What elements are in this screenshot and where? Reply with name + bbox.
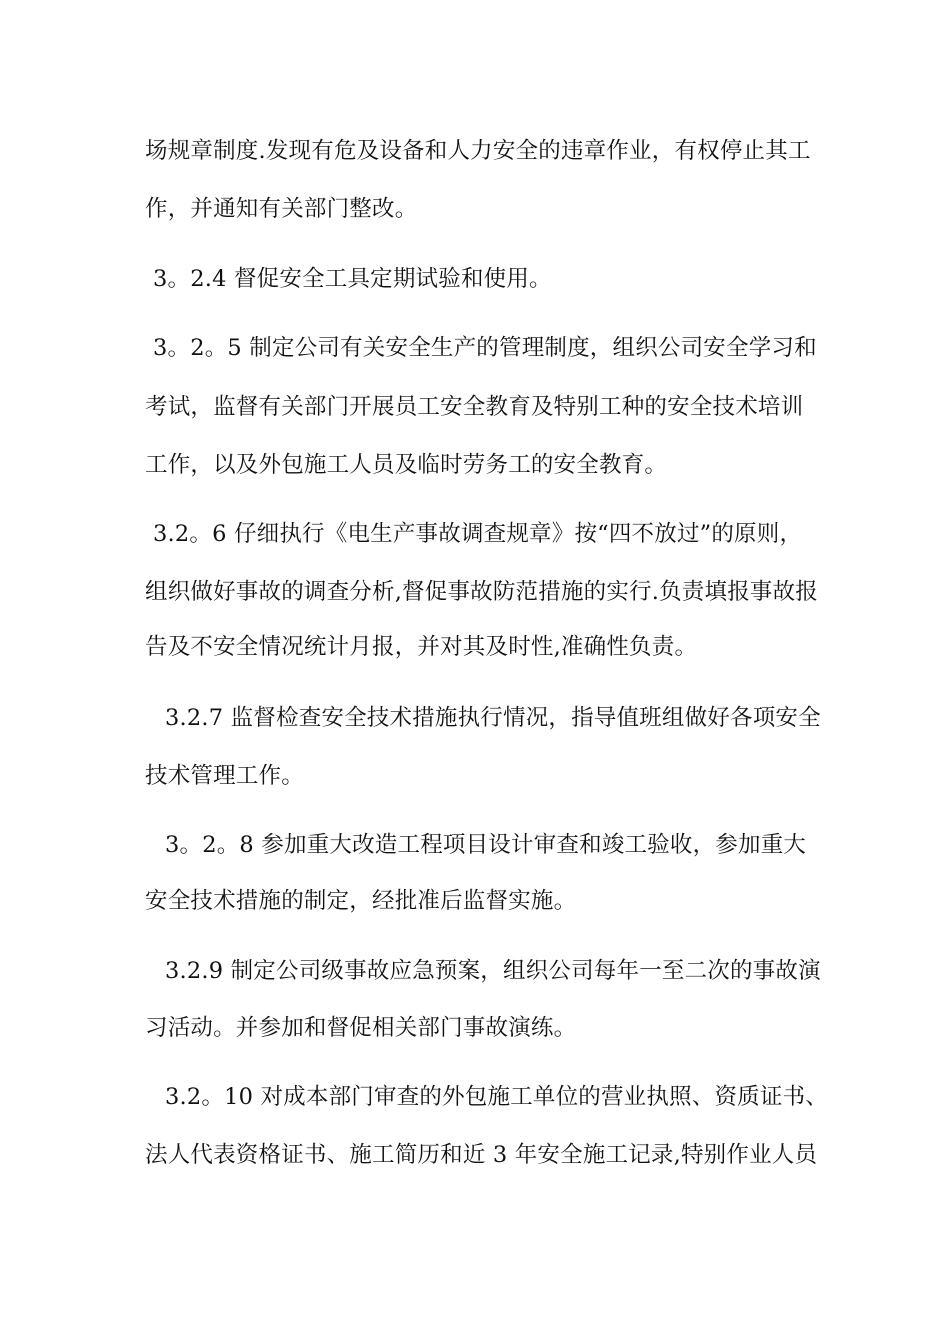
- text-line: 技术管理工作。: [145, 763, 304, 789]
- text-line: 3。2。8 参加重大改造工程项目设计审查和竣工验收，参加重大: [165, 832, 807, 858]
- text-line: 3。2。5 制定公司有关安全生产的管理制度，组织公司安全学习和: [153, 335, 817, 361]
- text-line: 法人代表资格证书、施工简历和近 3 年安全施工记录,特别作业人员: [145, 1142, 818, 1168]
- text-line: 安全技术措施的制定，经批准后监督实施。: [145, 888, 577, 914]
- text-line: 场规章制度.发现有危及设备和人力安全的违章作业，有权停止其工: [145, 138, 811, 164]
- text-line: 3.2。6 仔细执行《电生产事故调查规章》按“四不放过”的原则，: [153, 521, 803, 547]
- text-line: 3.2.7 监督检查安全技术措施执行情况，指导值班组做好各项安全: [165, 705, 821, 731]
- text-line: 考试，监督有关部门开展员工安全教育及特别工种的安全技术培训: [145, 394, 804, 420]
- text-line: 习活动。并参加和督促相关部门事故演练。: [145, 1015, 577, 1041]
- text-line: 3.2.9 制定公司级事故应急预案，组织公司每年一至二次的事故演: [165, 958, 821, 984]
- text-line: 告及不安全情况统计月报，并对其及时性,准确性负责。: [145, 634, 698, 660]
- text-line: 3.2。10 对成本部门审查的外包施工单位的营业执照、资质证书、: [165, 1084, 828, 1110]
- text-line: 作，并通知有关部门整改。: [145, 196, 418, 222]
- text-line: 工作，以及外包施工人员及临时劳务工的安全教育。: [145, 452, 668, 478]
- text-line: 3。2.4 督促安全工具定期试验和使用。: [153, 266, 552, 292]
- text-line: 组织做好事故的调查分析,督促事故防范措施的实行.负责填报事故报: [145, 579, 819, 605]
